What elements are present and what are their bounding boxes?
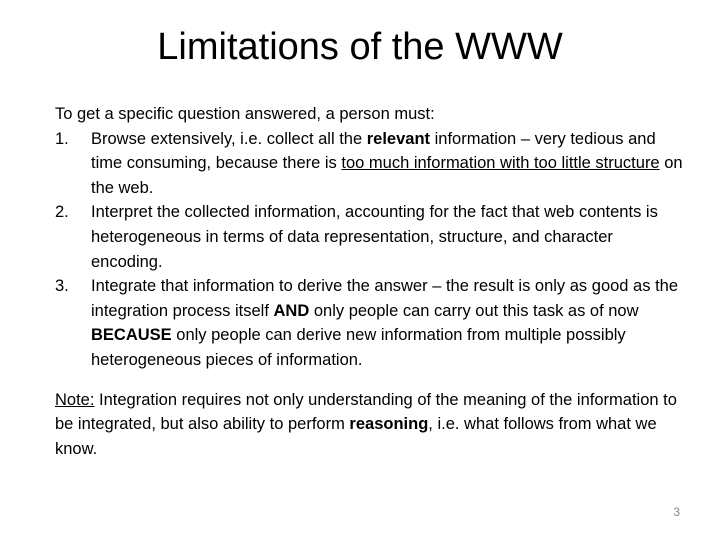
step-3-text-part: Integrate that information to derive the answer – the result is only as good as the integration process itself [91,277,679,320]
step-1-text-part: Browse extensively, i.e. collect all the [91,129,367,148]
emphasis-and: AND [273,301,310,320]
note-text-part: , i.e. what follows from what we know. [55,415,657,458]
step-2-text: Interpret the collected information, accounting for the fact that web contents is heterogeneous in terms of data representation, structure, and character encoding. [91,203,658,271]
underlined-phrase: too much information with too little structure [341,154,660,173]
note-text-part: Integration requires not only understanding of the meaning of the information to be integrated, but also ability to perform [55,390,677,434]
emphasis-because: BECAUSE [91,326,172,345]
note-paragraph [55,388,685,462]
emphasis-reasoning: reasoning [349,415,429,434]
step-3-text-part: only people can carry out this task as of now [309,301,639,320]
step-3-text [91,277,678,369]
list-number-3: 3. [55,277,69,296]
step-3-text-part: only people can derive new information from multiple possibly heterogeneous pieces of information. [91,326,626,369]
list-item-2 [55,200,685,274]
emphasis-relevant: relevant [366,129,431,148]
slide-title: Limitations of the WWW [157,26,563,68]
list-number-1: 1. [55,129,69,148]
slide-body [55,102,685,461]
step-1-text-part: on the web. [91,154,683,197]
list-item-1 [55,127,685,201]
steps-list [55,127,685,373]
intro-text: To get a specific question answered, a person must: [55,105,435,123]
page-number: 3 [673,505,680,519]
note-label: Note: [55,390,95,409]
list-item-3 [55,274,685,372]
list-number-2: 2. [55,203,69,222]
step-1-text [91,130,683,197]
step-1-text-part: information – very tedious and time consuming, because there is [91,129,656,173]
